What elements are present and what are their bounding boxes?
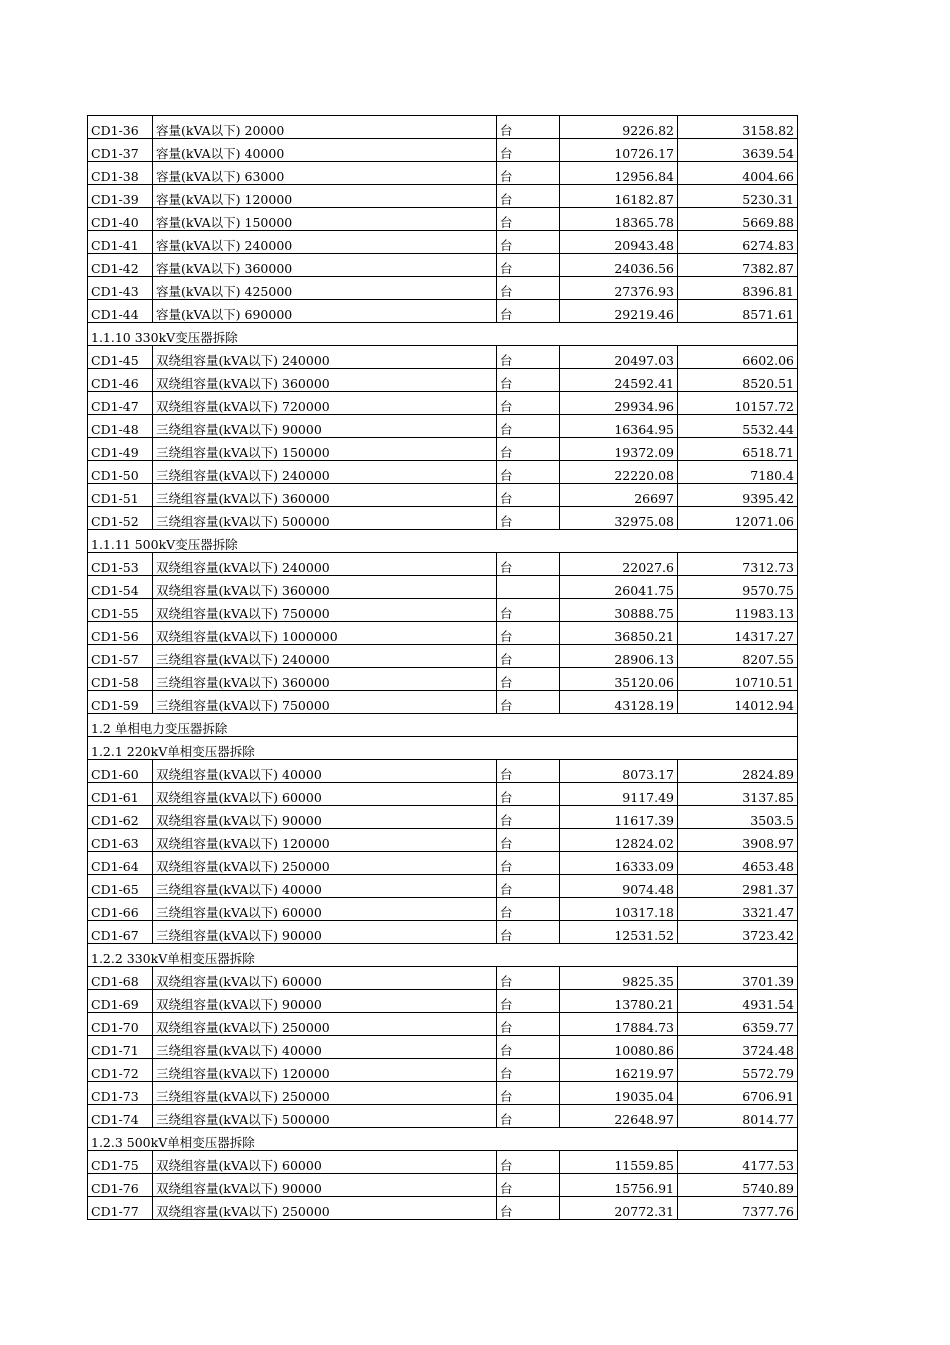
table-row xyxy=(88,1151,798,1174)
section-header-row xyxy=(88,737,798,760)
item-code: CD1-39 xyxy=(88,185,153,208)
item-code: CD1-44 xyxy=(88,300,153,323)
item-value-1: 9117.49 xyxy=(560,783,678,806)
item-value-2: 8396.81 xyxy=(678,277,798,300)
item-value-1: 10317.18 xyxy=(560,898,678,921)
item-code: CD1-66 xyxy=(88,898,153,921)
item-code: CD1-62 xyxy=(88,806,153,829)
item-name: 三绕组容量(kVA以下) 90000 xyxy=(153,415,497,438)
item-code: CD1-57 xyxy=(88,645,153,668)
item-value-2: 9395.42 xyxy=(678,484,798,507)
item-value-1: 10726.17 xyxy=(560,139,678,162)
item-value-1: 12531.52 xyxy=(560,921,678,944)
item-value-2: 14012.94 xyxy=(678,691,798,714)
item-code: CD1-67 xyxy=(88,921,153,944)
item-name: 三绕组容量(kVA以下) 150000 xyxy=(153,438,497,461)
item-unit: 台 xyxy=(497,553,560,576)
item-name: 三绕组容量(kVA以下) 40000 xyxy=(153,1036,497,1059)
item-name: 三绕组容量(kVA以下) 40000 xyxy=(153,875,497,898)
item-unit: 台 xyxy=(497,829,560,852)
item-name: 三绕组容量(kVA以下) 500000 xyxy=(153,507,497,530)
item-value-2: 9570.75 xyxy=(678,576,798,599)
item-unit: 台 xyxy=(497,300,560,323)
table-row xyxy=(88,645,798,668)
item-code: CD1-63 xyxy=(88,829,153,852)
table-row xyxy=(88,1174,798,1197)
table-row xyxy=(88,116,798,139)
item-value-1: 19372.09 xyxy=(560,438,678,461)
item-value-2: 8571.61 xyxy=(678,300,798,323)
item-code: CD1-43 xyxy=(88,277,153,300)
table-row xyxy=(88,438,798,461)
quota-table-body xyxy=(88,116,798,1220)
item-value-2: 6602.06 xyxy=(678,346,798,369)
table-row xyxy=(88,599,798,622)
item-code: CD1-72 xyxy=(88,1059,153,1082)
item-name: 容量(kVA以下) 425000 xyxy=(153,277,497,300)
item-name: 双绕组容量(kVA以下) 90000 xyxy=(153,990,497,1013)
table-row xyxy=(88,507,798,530)
table-row xyxy=(88,875,798,898)
item-value-2: 6518.71 xyxy=(678,438,798,461)
table-row xyxy=(88,852,798,875)
item-name: 三绕组容量(kVA以下) 360000 xyxy=(153,484,497,507)
item-unit: 台 xyxy=(497,760,560,783)
item-code: CD1-47 xyxy=(88,392,153,415)
item-value-1: 16333.09 xyxy=(560,852,678,875)
item-code: CD1-51 xyxy=(88,484,153,507)
item-name: 三绕组容量(kVA以下) 90000 xyxy=(153,921,497,944)
table-row xyxy=(88,1082,798,1105)
item-unit: 台 xyxy=(497,1082,560,1105)
item-code: CD1-56 xyxy=(88,622,153,645)
item-value-2: 10710.51 xyxy=(678,668,798,691)
table-row xyxy=(88,461,798,484)
item-value-1: 22648.97 xyxy=(560,1105,678,1128)
item-unit: 台 xyxy=(497,1013,560,1036)
table-row xyxy=(88,139,798,162)
item-unit: 台 xyxy=(497,208,560,231)
item-code: CD1-55 xyxy=(88,599,153,622)
section-title: 1.1.11 500kV变压器拆除 xyxy=(88,530,798,553)
item-code: CD1-74 xyxy=(88,1105,153,1128)
item-name: 双绕组容量(kVA以下) 240000 xyxy=(153,346,497,369)
item-value-1: 43128.19 xyxy=(560,691,678,714)
item-unit: 台 xyxy=(497,484,560,507)
item-name: 三绕组容量(kVA以下) 240000 xyxy=(153,461,497,484)
table-row xyxy=(88,392,798,415)
item-value-2: 4653.48 xyxy=(678,852,798,875)
item-name: 双绕组容量(kVA以下) 240000 xyxy=(153,553,497,576)
item-code: CD1-49 xyxy=(88,438,153,461)
item-name: 容量(kVA以下) 240000 xyxy=(153,231,497,254)
item-code: CD1-69 xyxy=(88,990,153,1013)
section-title: 1.2.1 220kV单相变压器拆除 xyxy=(88,737,798,760)
item-name: 双绕组容量(kVA以下) 60000 xyxy=(153,783,497,806)
item-unit: 台 xyxy=(497,1197,560,1220)
item-value-2: 2981.37 xyxy=(678,875,798,898)
item-value-2: 8207.55 xyxy=(678,645,798,668)
item-value-2: 3503.5 xyxy=(678,806,798,829)
item-value-1: 11617.39 xyxy=(560,806,678,829)
item-value-1: 24036.56 xyxy=(560,254,678,277)
item-unit: 台 xyxy=(497,852,560,875)
item-code: CD1-68 xyxy=(88,967,153,990)
item-value-1: 19035.04 xyxy=(560,1082,678,1105)
item-code: CD1-38 xyxy=(88,162,153,185)
section-title: 1.1.10 330kV变压器拆除 xyxy=(88,323,798,346)
item-value-2: 5740.89 xyxy=(678,1174,798,1197)
item-code: CD1-77 xyxy=(88,1197,153,1220)
item-unit: 台 xyxy=(497,806,560,829)
item-name: 三绕组容量(kVA以下) 500000 xyxy=(153,1105,497,1128)
item-code: CD1-64 xyxy=(88,852,153,875)
item-unit: 台 xyxy=(497,622,560,645)
item-name: 三绕组容量(kVA以下) 120000 xyxy=(153,1059,497,1082)
item-value-2: 5230.31 xyxy=(678,185,798,208)
item-value-1: 16182.87 xyxy=(560,185,678,208)
table-row xyxy=(88,369,798,392)
table-row xyxy=(88,576,798,599)
section-header-row xyxy=(88,530,798,553)
item-unit: 台 xyxy=(497,277,560,300)
item-value-2: 6359.77 xyxy=(678,1013,798,1036)
item-value-2: 2824.89 xyxy=(678,760,798,783)
item-name: 容量(kVA以下) 120000 xyxy=(153,185,497,208)
item-unit: 台 xyxy=(497,369,560,392)
item-unit: 台 xyxy=(497,231,560,254)
item-unit: 台 xyxy=(497,415,560,438)
quota-table xyxy=(87,115,798,1220)
item-name: 双绕组容量(kVA以下) 1000000 xyxy=(153,622,497,645)
item-code: CD1-37 xyxy=(88,139,153,162)
item-name: 容量(kVA以下) 360000 xyxy=(153,254,497,277)
item-unit: 台 xyxy=(497,599,560,622)
item-name: 容量(kVA以下) 20000 xyxy=(153,116,497,139)
item-unit: 台 xyxy=(497,116,560,139)
item-unit: 台 xyxy=(497,185,560,208)
item-unit: 台 xyxy=(497,898,560,921)
item-value-1: 9226.82 xyxy=(560,116,678,139)
table-row xyxy=(88,346,798,369)
table-row xyxy=(88,208,798,231)
table-row xyxy=(88,1197,798,1220)
item-code: CD1-50 xyxy=(88,461,153,484)
item-value-1: 29219.46 xyxy=(560,300,678,323)
item-value-2: 5669.88 xyxy=(678,208,798,231)
item-unit: 台 xyxy=(497,967,560,990)
item-value-2: 7382.87 xyxy=(678,254,798,277)
item-value-1: 20497.03 xyxy=(560,346,678,369)
item-value-1: 16364.95 xyxy=(560,415,678,438)
item-unit: 台 xyxy=(497,1036,560,1059)
table-row xyxy=(88,484,798,507)
section-header-row xyxy=(88,714,798,737)
item-unit: 台 xyxy=(497,162,560,185)
item-code: CD1-36 xyxy=(88,116,153,139)
item-value-1: 32975.08 xyxy=(560,507,678,530)
item-name: 容量(kVA以下) 690000 xyxy=(153,300,497,323)
item-code: CD1-75 xyxy=(88,1151,153,1174)
item-name: 双绕组容量(kVA以下) 40000 xyxy=(153,760,497,783)
item-code: CD1-48 xyxy=(88,415,153,438)
item-value-2: 5532.44 xyxy=(678,415,798,438)
item-value-1: 15756.91 xyxy=(560,1174,678,1197)
item-value-1: 20772.31 xyxy=(560,1197,678,1220)
item-name: 双绕组容量(kVA以下) 250000 xyxy=(153,1197,497,1220)
item-value-1: 17884.73 xyxy=(560,1013,678,1036)
table-row xyxy=(88,829,798,852)
item-name: 双绕组容量(kVA以下) 360000 xyxy=(153,576,497,599)
item-unit: 台 xyxy=(497,1105,560,1128)
item-value-1: 29934.96 xyxy=(560,392,678,415)
item-unit: 台 xyxy=(497,1151,560,1174)
item-code: CD1-70 xyxy=(88,1013,153,1036)
table-row xyxy=(88,277,798,300)
section-header-row xyxy=(88,323,798,346)
item-value-2: 6706.91 xyxy=(678,1082,798,1105)
table-row xyxy=(88,898,798,921)
item-value-1: 26697 xyxy=(560,484,678,507)
item-name: 双绕组容量(kVA以下) 120000 xyxy=(153,829,497,852)
section-header-row xyxy=(88,944,798,967)
item-unit: 台 xyxy=(497,438,560,461)
item-name: 容量(kVA以下) 150000 xyxy=(153,208,497,231)
table-row xyxy=(88,254,798,277)
item-unit: 台 xyxy=(497,346,560,369)
item-name: 三绕组容量(kVA以下) 240000 xyxy=(153,645,497,668)
item-value-1: 10080.86 xyxy=(560,1036,678,1059)
item-name: 双绕组容量(kVA以下) 250000 xyxy=(153,852,497,875)
section-header-row xyxy=(88,1128,798,1151)
item-value-1: 22220.08 xyxy=(560,461,678,484)
item-name: 三绕组容量(kVA以下) 750000 xyxy=(153,691,497,714)
item-name: 双绕组容量(kVA以下) 60000 xyxy=(153,1151,497,1174)
item-name: 双绕组容量(kVA以下) 250000 xyxy=(153,1013,497,1036)
item-code: CD1-53 xyxy=(88,553,153,576)
item-unit: 台 xyxy=(497,1059,560,1082)
table-row xyxy=(88,760,798,783)
table-row xyxy=(88,967,798,990)
item-value-2: 7180.4 xyxy=(678,461,798,484)
item-code: CD1-60 xyxy=(88,760,153,783)
item-code: CD1-76 xyxy=(88,1174,153,1197)
table-row xyxy=(88,553,798,576)
item-value-1: 27376.93 xyxy=(560,277,678,300)
item-code: CD1-73 xyxy=(88,1082,153,1105)
item-unit: 台 xyxy=(497,875,560,898)
section-title: 1.2.2 330kV单相变压器拆除 xyxy=(88,944,798,967)
table-row xyxy=(88,415,798,438)
item-value-2: 3908.97 xyxy=(678,829,798,852)
item-value-2: 14317.27 xyxy=(678,622,798,645)
item-value-2: 3724.48 xyxy=(678,1036,798,1059)
item-unit: 台 xyxy=(497,921,560,944)
item-unit: 台 xyxy=(497,645,560,668)
item-unit: 台 xyxy=(497,783,560,806)
item-value-2: 3639.54 xyxy=(678,139,798,162)
table-row xyxy=(88,990,798,1013)
section-title: 1.2 单相电力变压器拆除 xyxy=(88,714,798,737)
item-unit: 台 xyxy=(497,668,560,691)
item-code: CD1-41 xyxy=(88,231,153,254)
item-name: 三绕组容量(kVA以下) 360000 xyxy=(153,668,497,691)
item-code: CD1-46 xyxy=(88,369,153,392)
item-value-1: 24592.41 xyxy=(560,369,678,392)
item-value-1: 16219.97 xyxy=(560,1059,678,1082)
table-row xyxy=(88,1036,798,1059)
section-title: 1.2.3 500kV单相变压器拆除 xyxy=(88,1128,798,1151)
table-row xyxy=(88,806,798,829)
table-row xyxy=(88,1059,798,1082)
item-name: 双绕组容量(kVA以下) 60000 xyxy=(153,967,497,990)
table-row xyxy=(88,300,798,323)
item-name: 容量(kVA以下) 40000 xyxy=(153,139,497,162)
item-name: 双绕组容量(kVA以下) 720000 xyxy=(153,392,497,415)
item-value-2: 8520.51 xyxy=(678,369,798,392)
table-row xyxy=(88,231,798,254)
item-name: 双绕组容量(kVA以下) 750000 xyxy=(153,599,497,622)
item-value-2: 7312.73 xyxy=(678,553,798,576)
item-value-1: 28906.13 xyxy=(560,645,678,668)
table-row xyxy=(88,622,798,645)
item-code: CD1-59 xyxy=(88,691,153,714)
table-row xyxy=(88,185,798,208)
item-value-2: 11983.13 xyxy=(678,599,798,622)
item-name: 双绕组容量(kVA以下) 90000 xyxy=(153,806,497,829)
item-unit: 台 xyxy=(497,691,560,714)
item-value-1: 30888.75 xyxy=(560,599,678,622)
item-unit: 台 xyxy=(497,254,560,277)
item-value-1: 35120.06 xyxy=(560,668,678,691)
item-code: CD1-40 xyxy=(88,208,153,231)
item-value-2: 5572.79 xyxy=(678,1059,798,1082)
item-name: 三绕组容量(kVA以下) 250000 xyxy=(153,1082,497,1105)
table-row xyxy=(88,162,798,185)
item-unit: 台 xyxy=(497,392,560,415)
item-unit: 台 xyxy=(497,507,560,530)
item-name: 容量(kVA以下) 63000 xyxy=(153,162,497,185)
item-code: CD1-65 xyxy=(88,875,153,898)
item-unit: 台 xyxy=(497,990,560,1013)
item-code: CD1-52 xyxy=(88,507,153,530)
item-value-1: 36850.21 xyxy=(560,622,678,645)
item-value-1: 20943.48 xyxy=(560,231,678,254)
item-code: CD1-42 xyxy=(88,254,153,277)
item-value-2: 3321.47 xyxy=(678,898,798,921)
item-value-1: 8073.17 xyxy=(560,760,678,783)
item-name: 双绕组容量(kVA以下) 90000 xyxy=(153,1174,497,1197)
item-value-2: 12071.06 xyxy=(678,507,798,530)
item-unit: 台 xyxy=(497,1174,560,1197)
table-row xyxy=(88,691,798,714)
table-row xyxy=(88,1105,798,1128)
item-code: CD1-61 xyxy=(88,783,153,806)
item-code: CD1-54 xyxy=(88,576,153,599)
item-value-2: 10157.72 xyxy=(678,392,798,415)
item-value-2: 3158.82 xyxy=(678,116,798,139)
item-value-2: 4177.53 xyxy=(678,1151,798,1174)
item-value-2: 6274.83 xyxy=(678,231,798,254)
item-unit: 台 xyxy=(497,461,560,484)
item-value-1: 12824.02 xyxy=(560,829,678,852)
item-value-1: 18365.78 xyxy=(560,208,678,231)
item-unit: 台 xyxy=(497,139,560,162)
item-code: CD1-45 xyxy=(88,346,153,369)
item-value-1: 22027.6 xyxy=(560,553,678,576)
item-value-2: 4931.54 xyxy=(678,990,798,1013)
item-value-1: 26041.75 xyxy=(560,576,678,599)
item-value-2: 3723.42 xyxy=(678,921,798,944)
table-row xyxy=(88,921,798,944)
item-name: 三绕组容量(kVA以下) 60000 xyxy=(153,898,497,921)
item-value-2: 4004.66 xyxy=(678,162,798,185)
item-value-2: 8014.77 xyxy=(678,1105,798,1128)
item-value-1: 12956.84 xyxy=(560,162,678,185)
item-value-2: 7377.76 xyxy=(678,1197,798,1220)
item-name: 双绕组容量(kVA以下) 360000 xyxy=(153,369,497,392)
table-row xyxy=(88,1013,798,1036)
item-value-1: 13780.21 xyxy=(560,990,678,1013)
table-row xyxy=(88,668,798,691)
item-code: CD1-71 xyxy=(88,1036,153,1059)
item-value-1: 9825.35 xyxy=(560,967,678,990)
item-code: CD1-58 xyxy=(88,668,153,691)
item-value-2: 3137.85 xyxy=(678,783,798,806)
item-value-1: 11559.85 xyxy=(560,1151,678,1174)
table-row xyxy=(88,783,798,806)
item-value-2: 3701.39 xyxy=(678,967,798,990)
item-value-1: 9074.48 xyxy=(560,875,678,898)
item-unit xyxy=(497,576,560,599)
